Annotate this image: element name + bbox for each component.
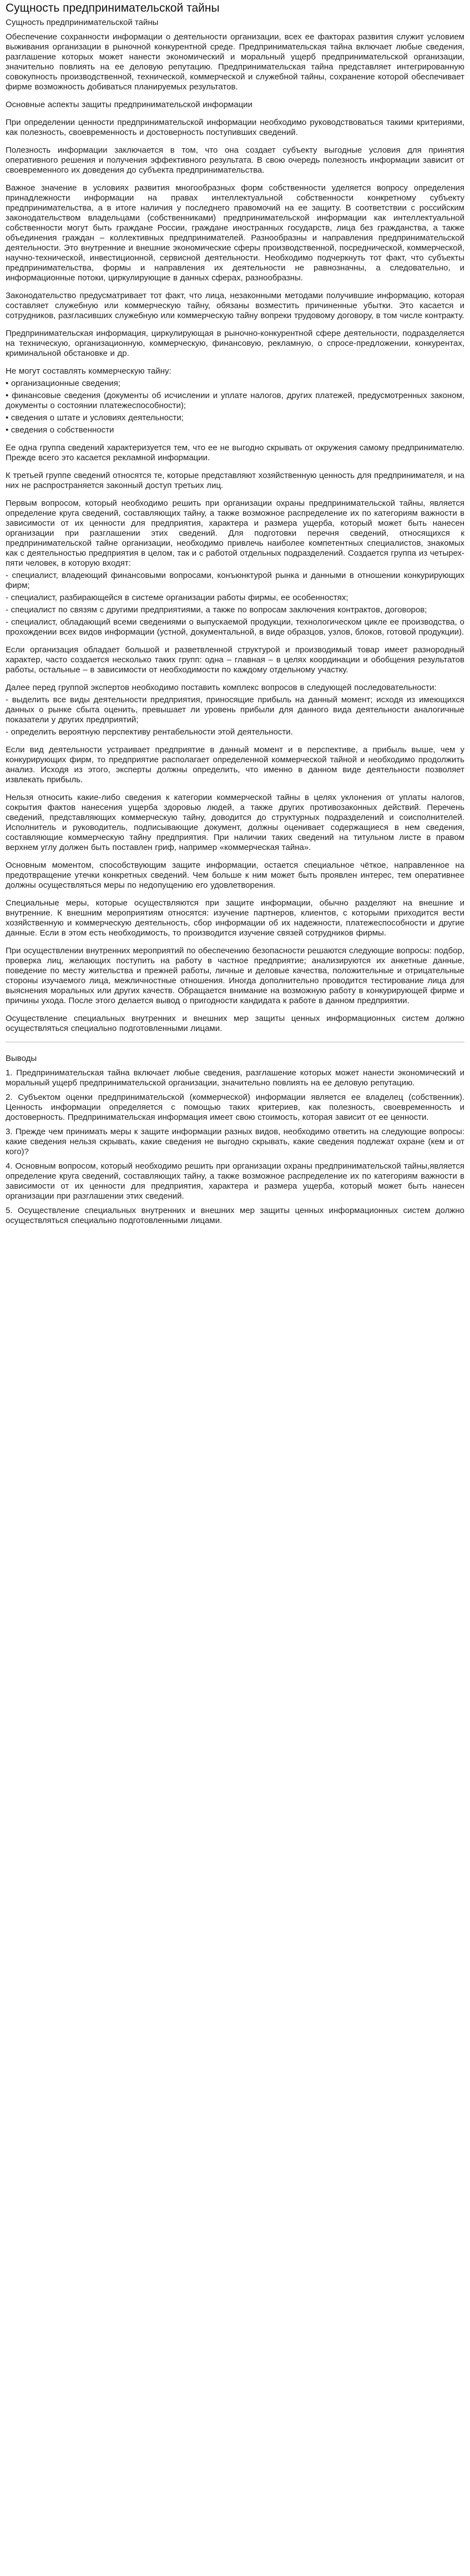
paragraph-third-group: К третьей группе сведений относятся те, которые представляют хозяйственную ценность для предпринимателя, и на них не распространяется законный доступ третьих лиц. xyxy=(6,471,464,490)
conclusion-item: 1. Предпринимательская тайна включает любые сведения, разглашение которых может нанести экономический и моральный ущерб предпринимательской организации, значительно повлиять на ее деловую репутацию. xyxy=(6,1068,464,1088)
document-page xyxy=(0,0,470,1238)
paragraph-not-secret-intro: Не могут составлять коммерческую тайну: xyxy=(6,366,171,376)
conclusion-item: 3. Прежде чем принимать меры к защите информации разных видов, необходимо ответить на следующие вопросы: какие сведения нельзя скрывать, какие сведения не выгодно скрывать, какие сведения подлежат охране (кем и от кого)? xyxy=(6,1127,464,1156)
list-item-finance-specialist: - специалист, владеющий финансовыми вопросами, конъюнктурой рынка и данными в отношении конкурирующих фирм; xyxy=(6,571,464,590)
page-title: Сущность предпринимательской тайны xyxy=(6,2,220,14)
list-item-property: • сведения о собственности xyxy=(6,425,114,435)
paragraph-legislation: Законодательство предусматривает тот факт, что лица, незаконными методами получившие информацию, которая составляет служебную или коммерческую тайну, обязаны возместить причиненные убытки. Это касается и сотрудников, разгласивших служебную или коммерческую тайну вопреки трудовому договору, в том числе контракту. xyxy=(6,291,464,320)
paragraph-restrictions: Нельзя относить какие-либо сведения к категории коммерческой тайны в целях уклонения от уплаты налогов, сокрытия фактов нанесения ущерба здоровью людей, а также других противозаконных действий. Перечень сведений, представляющих коммерческую тайну, доводится до структурных подразделений и соисполнителей. Исполнитель и руководитель, подписывающие документ, должны оценивает содержащиеся в нем сведения, составляющие коммерческую тайну предприятия. При наличии таких сведений на титульном листе в правом верхнем углу должен быть поставлен гриф, например «коммерческая тайна». xyxy=(6,793,464,852)
list-item-profitability-outlook: - определить вероятную перспективу рентабельности этой деятельности. xyxy=(6,727,293,737)
paragraph-value-criteria: При определении ценности предпринимательской информации необходимо руководствоваться такими критериями, как полезность, своевременность и достоверность поступивших сведений. xyxy=(6,118,464,137)
conclusions-section xyxy=(6,1054,464,1226)
paragraph-groups-structure: Если организация обладает большой и разветвленной структурой и производимый товар имеет разнородный характер, часто создается несколько таких групп: одна – главная – в целях координации и обобщения результатов работы, остальные – в зависимости от необходимости по каждому отдельному участку. xyxy=(6,645,464,675)
section-heading-aspects: Основные аспекты защиты предпринимательской информации xyxy=(6,100,252,109)
paragraph-implementation: Осуществление специальных внутренних и внешних мер защиты ценных информационных систем должно осуществляться специально подготовленными лицами. xyxy=(6,1014,464,1033)
conclusion-item: 4. Основным вопросом, который необходимо решить при организации охраны предпринимательской тайны,является определение круга сведений, составляющих тайну, а также возможное распределение их по категориям важности в зависимости от их ценности для предприятия, характера и размера ущерба, который может быть нанесен организации при разглашении этих сведений. xyxy=(6,1161,464,1201)
paragraph-second-group: Ее одна группа сведений характеризуется тем, что ее не выгодно скрывать от окружения самому предпринимателю. Прежде всего это касается рекламной информации. xyxy=(6,443,464,462)
conclusion-item: 5. Осуществление специальных внутренних и внешних мер защиты ценных информационных систем должно осуществляться специально подготовленными лицами. xyxy=(6,1206,464,1225)
paragraph-first-question: Первым вопросом, который необходимо решить при организации охраны предпринимательской тайны, является определение круга сведений, составляющих тайну, а также возможное распределение их по категориям важности в зависимости от их ценности для предприятия, характера и размера ущерба, который может быть нанесен организации при разглашении этих сведений. Для подготовки перечня сведений, относящихся к предпринимательской тайне организации, необходимо привлечь наиболее компетентных специалистов, знакомых как с деятельностью предприятия в целом, так и с работой отдельных подразделений. Создается группа из четырех-пяти человек, в которую входят: xyxy=(6,499,464,568)
paragraph-special-measures: Специальные меры, которые осуществляются при защите информации, обычно разделяют на внешние и внутренние. К внешним мероприятиям относятся: изучение партнеров, клиентов, с которыми приходится вести хозяйственную и коммерческую деятельность, сбор информации об их надежности, платежеспособности и другие данные. Если в этом есть необходимость, то производится изучение связей сотрудников фирмы. xyxy=(6,898,464,938)
conclusion-item: 2. Субъектом оценки предпринимательской (коммерческой) информации является ее владелец (собственник). Ценность информации определяется с помощью таких критериев, как полезность, своевременность и достоверность. Предпринимательская информация имеет свою стоимость, которая зависит от ее ценности. xyxy=(6,1093,464,1122)
paragraph-ownership: Важное значение в условиях развития многообразных форм собственности уделяется вопросу определения принадлежности информации на правах интеллектуальной собственности конкретному субъекту предпринимательства, а в итоге наличия у последнего правомочий на ее защиту. В соответствии с российским законодательством владельцами (собственниками) предпринимательской информации как интеллектуальной собственности могут быть граждане России, граждане иностранных государств, лица без гражданства, а также объединения граждан – коллективных предпринимателей. Разнообразны и направления предпринимательской деятельности. Это внутренние и внешние экономические сферы производственной, посреднической, коммерческой, научно-технической, инвестиционной, сервисной деятельности. Необходимо подчеркнуть тот факт, что субъекты предпринимательства, формы и направления их деятельности не равнозначны, а следовательно, и информационные потоки, циркулирующие в данных сферах, разнообразны. xyxy=(6,183,464,283)
paragraph-info-types: Предпринимательская информация, циркулирующая в рыночно-конкурентной сфере деятельности, подразделяется на техническую, организационную, коммерческую, финансовую, рекламную, о спросе-предложении, конкурентах, криминальной обстановке и др. xyxy=(6,329,464,358)
list-item-relations-specialist: - специалист по связям с другими предприятиями, а также по вопросам заключения контрактов, договоров; xyxy=(6,605,427,615)
paragraph-usefulness: Полезность информации заключается в том, что она создает субъекту выгодные условия для принятия оперативного решения и получения эффективного результата. В свою очередь полезность информации зависит от своевременного их доведения до субъекта предпринимательства. xyxy=(6,145,464,175)
document-body xyxy=(6,32,464,1034)
paragraph-internal-measures: При осуществлении внутренних мероприятий по обеспечению безопасности решаются следующие вопросы: подбор, проверка лиц, желающих поступить на работу в частное предприятие; анализируются их анкетные данные, поведение по месту жительства и прежней работы, личные и деловые качества, положительные и отрицательные стороны изучаемого лица, межличностные отношения. Иногда дополнительно проводится тестирование лица для выяснения моральных или других качеств. Обращается внимание на возможную работу в конкурирующей фирме и причины ухода. После этого делается вывод о пригодности кандидата к работе в данном предприятии. xyxy=(6,946,464,1005)
paragraph-expert-questions: Далее перед группой экспертов необходимо поставить комплекс вопросов в следующей последовательности: xyxy=(6,683,437,692)
conclusions-heading: Выводы xyxy=(6,1054,37,1063)
section-divider xyxy=(6,1042,464,1043)
list-item-organization-specialist: - специалист, разбирающейся в системе организации работы фирмы, ее особенностях; xyxy=(6,593,348,602)
paragraph-commercial-secret-analysis: Если вид деятельности устраивает предприятие в данный момент и в перспективе, а прибыль выше, чем у конкурирующих фирм, то предприятие располагает определенной коммерческой тайной и необходимо продолжить анализ. Исходя из этого, эксперты должны определить, что именно в данном виде деятельности позволяет извлекать прибыль. xyxy=(6,745,464,784)
list-item-product-specialist: - специалист, обладающий всеми сведениями о выпускаемой продукции, технологическом цикле ее производства, о прохождении всех видов информации (устной, документальной, в виде образцов, узлов, блоков, готовой продукции). xyxy=(6,617,464,637)
list-item-organizational: • организационные сведения; xyxy=(6,379,121,388)
paragraph-key-moment: Основным моментом, способствующим защите информации, остается специальное чёткое, направленное на предотвращение утечки конкретных сведений. Чем больше к ним может быть проявлен интерес, тем оперативнее должны осуществляться меры по недопущению его удовлетворения. xyxy=(6,861,464,890)
paragraph-intro: Обеспечение сохранности информации о деятельности организации, всех ее факторах развития служит условием выживания организации в рыночной конкурентной среде. Предпринимательская тайна включает любые сведения, разглашение которых может нанести экономический и моральный ущерб предпринимательской организации, значительно повлиять на ее деловую репутацию. Предпринимательская тайна представляет интегрированную совокупность производственной, технической, коммерческой и служебной тайны, сохранение которой обеспечивает фирме возможность добиваться планируемых результатов. xyxy=(6,32,464,92)
section-subtitle: Сущность предпринимательской тайны xyxy=(6,18,159,27)
list-item-staff: • сведения о штате и условиях деятельности; xyxy=(6,413,184,422)
list-item-profit-activities: - выделить все виды деятельности предприятия, приносящие прибыль на данный момент; исходя из имеющихся данных о рынке сбыта оценить, превышает ли уровень прибыли для данного вида деятельности аналогичные показатели у других предприятий; xyxy=(6,695,464,724)
list-item-financial: • финансовые сведения (документы об исчислении и уплате налогов, других платежей, предусмотренных законом, документы о состоянии платежеспособности); xyxy=(6,391,464,410)
